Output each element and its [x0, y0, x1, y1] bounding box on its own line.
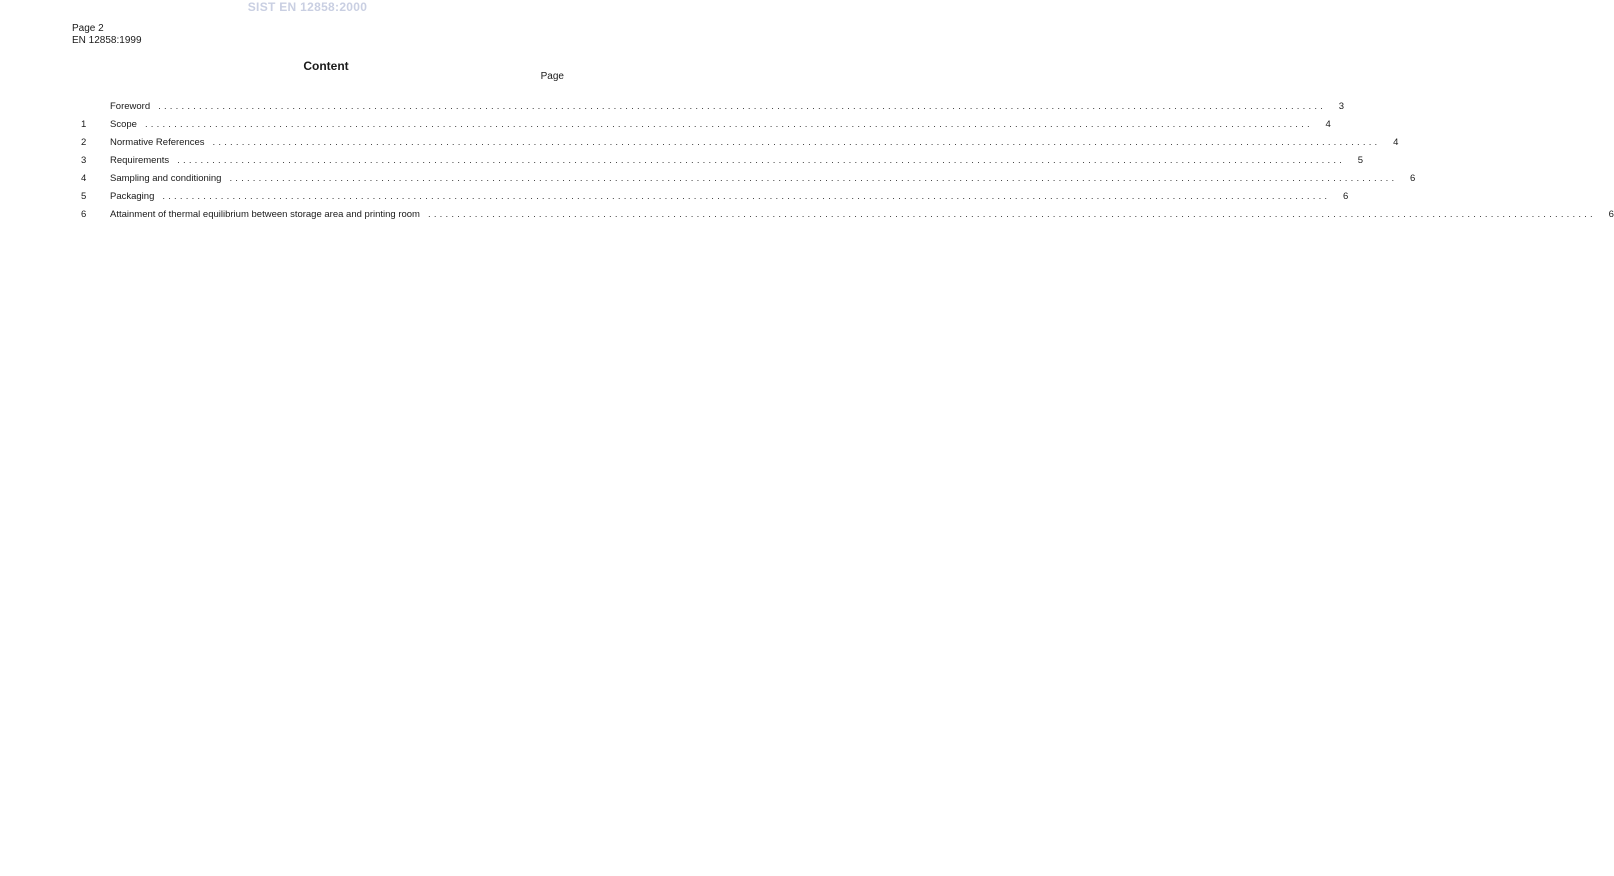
toc-label: Normative References — [110, 137, 205, 148]
toc-label: Foreword — [110, 101, 151, 112]
toc-page: 4 — [1393, 137, 1399, 148]
page-number: Page 2 — [72, 23, 104, 34]
toc-label: Requirements — [110, 155, 170, 166]
toc-number: 1 — [81, 119, 87, 130]
toc-row[interactable] — [78, 132, 1399, 150]
toc-number: 4 — [81, 173, 87, 184]
toc-label: Scope — [110, 119, 137, 130]
page-header — [72, 23, 142, 47]
toc-leader: ........................................................................................................................................................................................................ — [162, 191, 1331, 202]
toc-row[interactable] — [78, 114, 1331, 132]
toc-label: Attainment of thermal equilibrium between storage area and printing room — [110, 209, 420, 220]
toc-number: 5 — [81, 191, 87, 202]
toc-page: 6 — [1410, 173, 1416, 184]
page-column-label: Page — [540, 71, 564, 82]
toc-row[interactable] — [78, 96, 1345, 114]
toc-row[interactable] — [78, 150, 1364, 168]
standard-code: EN 12858:1999 — [72, 35, 142, 46]
toc-row[interactable] — [78, 168, 1416, 186]
toc-label: Packaging — [110, 191, 155, 202]
toc-leader: ........................................................................................................................................................................................................ — [158, 101, 1327, 112]
toc-page: 4 — [1325, 119, 1331, 130]
toc-number: 2 — [81, 137, 87, 148]
toc-number: 6 — [81, 209, 87, 220]
toc-leader: ........................................................................................................................................................................................................ — [144, 119, 1313, 130]
page-title: Content — [303, 59, 349, 73]
toc-leader: ........................................................................................................................................................................................................ — [229, 173, 1398, 184]
toc-number: 3 — [81, 155, 87, 166]
toc-row[interactable] — [78, 204, 1614, 222]
toc-page: 6 — [1608, 209, 1614, 220]
toc-page: 5 — [1357, 155, 1364, 166]
toc-page: 6 — [1342, 191, 1349, 202]
table-of-contents — [78, 96, 1614, 222]
toc-row[interactable] — [78, 186, 1349, 204]
watermark: SIST EN 12858:2000 — [247, 0, 368, 14]
toc-leader: ........................................................................................................................................................................................................ — [212, 137, 1381, 148]
toc-leader: ........................................................................................................................................................................................................ — [427, 209, 1596, 220]
toc-page: 3 — [1338, 101, 1345, 112]
toc-leader: ........................................................................................................................................................................................................ — [177, 155, 1346, 166]
toc-label: Sampling and conditioning — [110, 173, 222, 184]
